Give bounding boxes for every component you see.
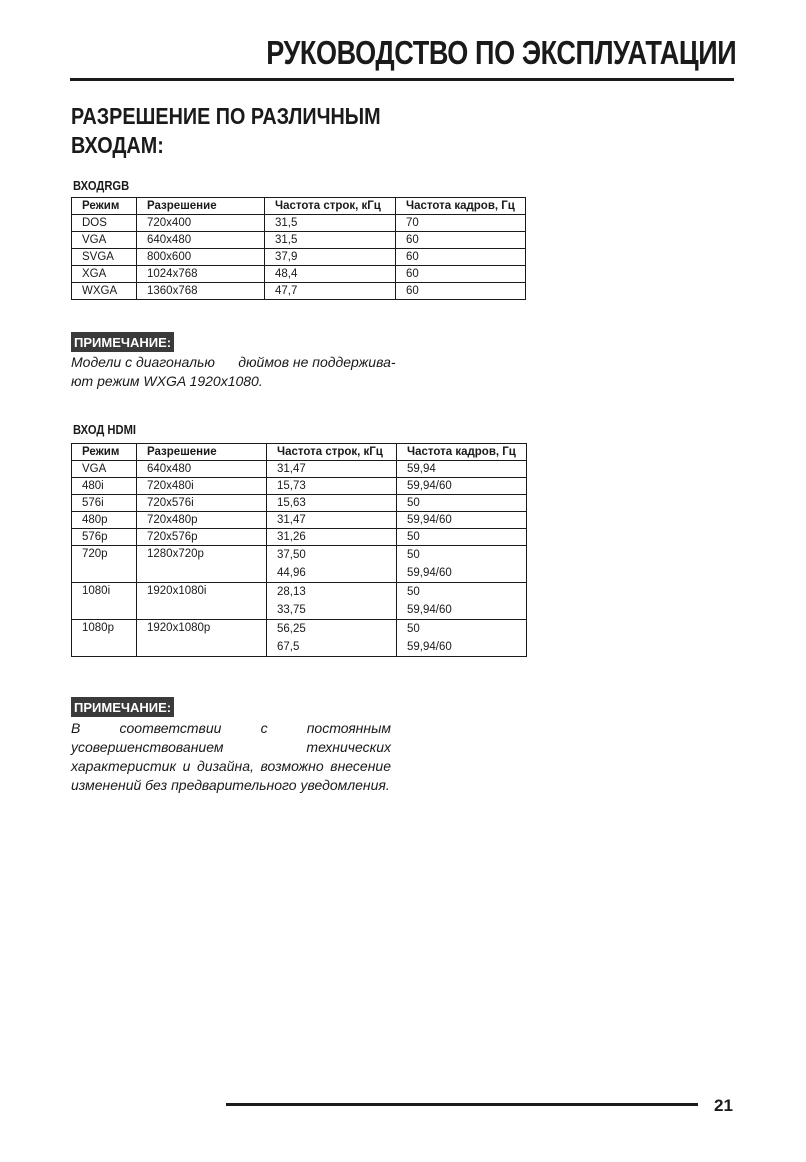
note-label: ПРИМЕЧАНИЕ:	[71, 332, 174, 352]
table-row	[72, 620, 527, 657]
line-frequency-value: 67,5	[277, 641, 300, 653]
cell-frame-frequency: 60	[396, 249, 526, 266]
cell-mode: 1080p	[72, 620, 137, 657]
footer-divider	[226, 1103, 698, 1106]
cell-line-frequency	[267, 546, 397, 583]
section-title-line-1: РАЗРЕШЕНИЕ ПО РАЗЛИЧНЫМ	[71, 103, 381, 129]
cell-mode: 480p	[72, 512, 137, 529]
line-frequency-value: 37,50	[277, 549, 306, 561]
cell-mode: 480i	[72, 478, 137, 495]
cell-mode: VGA	[72, 232, 137, 249]
table-row	[72, 478, 527, 495]
table-row	[72, 583, 527, 620]
section-title-line-2: ВХОДАМ:	[71, 132, 164, 158]
cell-mode: VGA	[72, 461, 137, 478]
cell-frame-frequency: 50	[397, 495, 527, 512]
line-frequency-value: 56,25	[277, 623, 306, 635]
cell-frame-frequency: 70	[396, 215, 526, 232]
rgb-resolution-table	[71, 197, 526, 300]
table-row	[72, 529, 527, 546]
page-number: 21	[714, 1096, 733, 1115]
cell-resolution: 640x480	[137, 232, 265, 249]
table-row	[72, 283, 526, 300]
frame-frequency-value: 59,94/60	[407, 641, 452, 653]
cell-resolution: 1360x768	[137, 283, 265, 300]
line-frequency-value: 33,75	[277, 604, 306, 616]
cell-line-frequency: 31,5	[265, 232, 396, 249]
column-header-resolution: Разрешение	[137, 198, 265, 215]
table-header-row	[72, 444, 527, 461]
cell-frame-frequency: 60	[396, 283, 526, 300]
cell-line-frequency: 31,26	[267, 529, 397, 546]
cell-resolution: 1024x768	[137, 266, 265, 283]
cell-mode: 720p	[72, 546, 137, 583]
column-header-line-frequency: Частота строк, кГц	[267, 444, 397, 461]
section-title	[71, 102, 381, 160]
cell-line-frequency: 15,73	[267, 478, 397, 495]
table-row	[72, 215, 526, 232]
cell-frame-frequency: 60	[396, 232, 526, 249]
cell-line-frequency	[267, 620, 397, 657]
cell-line-frequency: 31,5	[265, 215, 396, 232]
column-header-line-frequency: Частота строк, кГц	[265, 198, 396, 215]
table-row	[72, 461, 527, 478]
cell-line-frequency: 47,7	[265, 283, 396, 300]
table-row	[72, 495, 527, 512]
column-header-frame-frequency: Частота кадров, Гц	[397, 444, 527, 461]
table-row	[72, 266, 526, 283]
cell-resolution: 1920x1080i	[137, 583, 267, 620]
note-text-line-1: Модели с диагональю дюймов не поддержива-	[71, 354, 396, 370]
cell-line-frequency: 48,4	[265, 266, 396, 283]
cell-resolution: 720x576p	[137, 529, 267, 546]
cell-line-frequency	[267, 583, 397, 620]
cell-resolution: 720x480i	[137, 478, 267, 495]
hdmi-resolution-table	[71, 443, 527, 657]
table-header-row	[72, 198, 526, 215]
header-divider	[70, 78, 734, 81]
cell-line-frequency: 31,47	[267, 512, 397, 529]
cell-frame-frequency: 59,94/60	[397, 478, 527, 495]
column-header-frame-frequency: Частота кадров, Гц	[396, 198, 526, 215]
rgb-table-caption: ВХОДRGB	[73, 178, 130, 193]
cell-resolution: 1280x720p	[137, 546, 267, 583]
hdmi-table-caption: ВХОД HDMI	[73, 422, 137, 437]
frame-frequency-value: 50	[407, 623, 420, 635]
cell-mode: SVGA	[72, 249, 137, 266]
cell-resolution: 720x400	[137, 215, 265, 232]
column-header-mode: Режим	[72, 198, 137, 215]
cell-resolution: 720x480p	[137, 512, 267, 529]
table-row	[72, 512, 527, 529]
frame-frequency-value: 59,94/60	[407, 567, 452, 579]
table-row	[72, 249, 526, 266]
cell-frame-frequency: 50	[397, 529, 527, 546]
page-header-title: РУКОВОДСТВО ПО ЭКСПЛУАТАЦИИ	[265, 34, 736, 71]
line-frequency-value: 44,96	[277, 567, 306, 579]
table-row	[72, 546, 527, 583]
column-header-mode: Режим	[72, 444, 137, 461]
cell-frame-frequency	[397, 583, 527, 620]
note-text-line-2: ют режим WXGA 1920x1080.	[71, 373, 263, 389]
cell-frame-frequency: 60	[396, 266, 526, 283]
cell-line-frequency: 15,63	[267, 495, 397, 512]
cell-mode: WXGA	[72, 283, 137, 300]
cell-frame-frequency	[397, 620, 527, 657]
cell-resolution: 800x600	[137, 249, 265, 266]
cell-line-frequency: 37,9	[265, 249, 396, 266]
cell-mode: 576i	[72, 495, 137, 512]
frame-frequency-value: 50	[407, 549, 420, 561]
table-row	[72, 232, 526, 249]
cell-resolution: 1920x1080p	[137, 620, 267, 657]
frame-frequency-value: 59,94/60	[407, 604, 452, 616]
cell-frame-frequency: 59,94	[397, 461, 527, 478]
cell-mode: DOS	[72, 215, 137, 232]
cell-frame-frequency: 59,94/60	[397, 512, 527, 529]
cell-resolution: 640x480	[137, 461, 267, 478]
cell-mode: 576p	[72, 529, 137, 546]
cell-frame-frequency	[397, 546, 527, 583]
line-frequency-value: 28,13	[277, 586, 306, 598]
cell-mode: 1080i	[72, 583, 137, 620]
note-text	[71, 353, 396, 391]
frame-frequency-value: 50	[407, 586, 420, 598]
cell-mode: XGA	[72, 266, 137, 283]
cell-line-frequency: 31,47	[267, 461, 397, 478]
cell-resolution: 720x576i	[137, 495, 267, 512]
note-text: В соответствии с постоянным усовершенствованием технических характеристик и дизайна, возможно внесение изменений без предварительного уведомления.	[71, 720, 391, 793]
note-label: ПРИМЕЧАНИЕ:	[71, 697, 174, 717]
column-header-resolution: Разрешение	[137, 444, 267, 461]
